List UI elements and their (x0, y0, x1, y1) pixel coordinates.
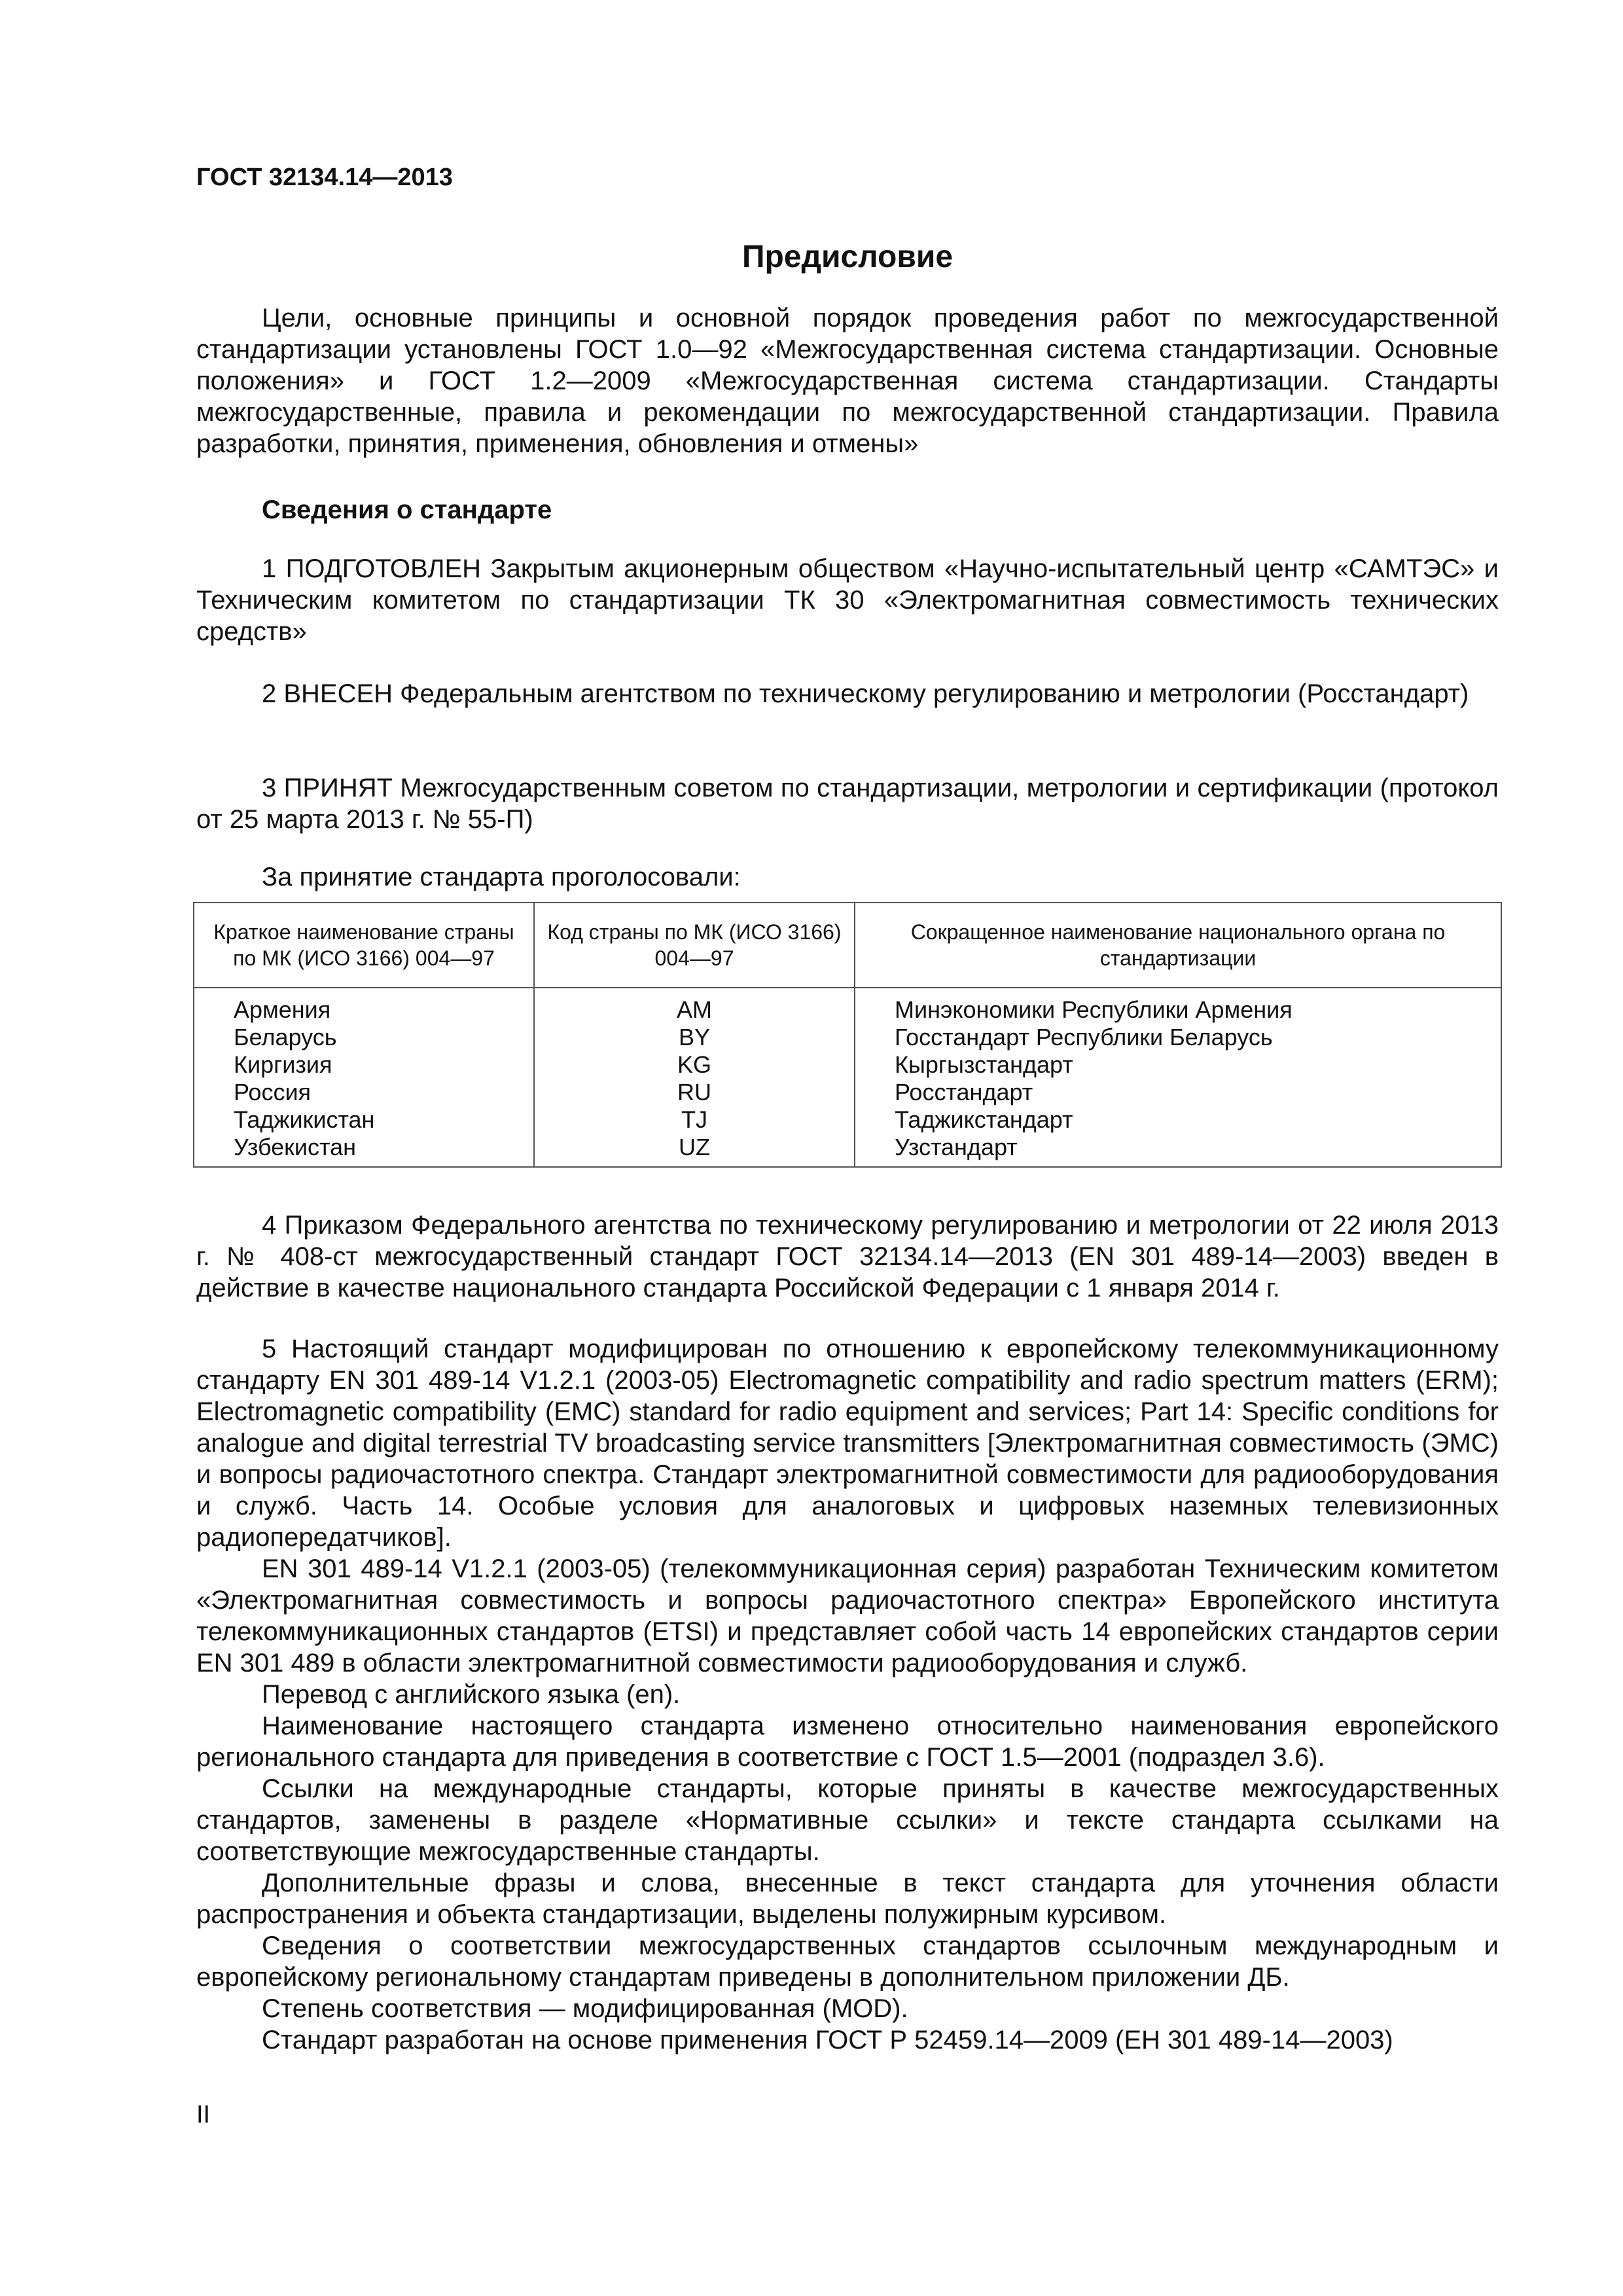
table-row (194, 988, 1501, 1024)
references-paragraph: Ссылки на международные стандарты, которые приняты в качестве межгосударственных стандартов, заменены в разделе «Нормативные ссылки» и тексте стандарта ссылками на соответствующие межгосударственные стандарты. (196, 1774, 1499, 1866)
item-4-paragraph: 4 Приказом Федерального агентства по техническому регулированию и метрологии от 22 июля 2013 г. № 408-ст межгосударственный стандарт ГОСТ 32134.14—2013 (EN 301 489-14—2003) введен в действие в качестве национального стандарта Российской Федерации с 1 января 2014 г. (196, 1211, 1499, 1302)
item-1-paragraph: 1 ПОДГОТОВЛЕН Закрытым акционерным обществом «Научно-испытательный центр «САМТЭС» и Техническим комитетом по стандартизации ТК 30 «Электромагнитная совместимость технических средств» (196, 554, 1499, 646)
body-cell: Госстандарт Республики Беларусь (855, 1024, 1501, 1051)
code-cell: KG (534, 1051, 855, 1079)
table-row (194, 1051, 1501, 1079)
country-cell: Россия (194, 1079, 534, 1106)
code-cell: UZ (534, 1134, 855, 1167)
header-country-name: Краткое наименование страны по МК (ИСО 3166) 004—97 (194, 903, 534, 988)
body-cell: Минэкономики Республики Армения (855, 988, 1501, 1024)
page-title: Предисловие (741, 240, 954, 274)
body-cell: Узстандарт (855, 1134, 1501, 1167)
name-change-paragraph: Наименование настоящего стандарта изменено относительно наименования европейского регионального стандарта для приведения в соответствие с ГОСТ 1.5—2001 (подраздел 3.6). (196, 1712, 1499, 1772)
en-standard-paragraph: EN 301 489-14 V1.2.1 (2003-05) (телекоммуникационная серия) разработан Техническим комитетом «Электромагнитная совместимость и вопросы радиочастотного спектра» Европейского института телекоммуникационных стандартов (ETSI) и представляет собой часть 14 европейских стандартов серии EN 301 489 в области электромагнитной совместимости радиооборудования и служб. (196, 1554, 1499, 1677)
basis-paragraph: Стандарт разработан на основе применения ГОСТ Р 52459.14—2009 (ЕН 301 489-14—2003) (262, 2026, 1393, 2054)
intro-paragraph: Цели, основные принципы и основной порядок проведения работ по межгосударственной стандартизации установлены ГОСТ 1.0—92 «Межгосударственная система стандартизации. Основные положения» и ГОСТ 1.2—2009 «Межгосударственная система стандартизации. Стандарты межгосударственные, правила и рекомендации по межгосударственной стандартизации. Правила разработки, принятия, применения, обновления и отмены» (196, 304, 1499, 458)
country-cell: Узбекистан (194, 1134, 534, 1167)
table-row (194, 1134, 1501, 1167)
code-cell: RU (534, 1079, 855, 1106)
document-header-id: ГОСТ 32134.14—2013 (196, 164, 453, 191)
compliance-info-paragraph: Сведения о соответствии межгосударственных стандартов ссылочным международным и европейскому региональному стандартам приведены в дополнительном приложении ДБ. (196, 1931, 1499, 1992)
table-row (194, 1024, 1501, 1051)
translation-paragraph: Перевод с английского языка (en). (262, 1680, 681, 1709)
item-5-paragraph: 5 Настоящий стандарт модифицирован по отношению к европейскому телекоммуникационному стандарту EN 301 489-14 V1.2.1 (2003-05) Electromagnetic compatibility and radio spectrum matters (ERM); Electromagnetic compatibility (EMC) standard for radio equipment and services; Part 14: Specific conditions for analogue and digital terrestrial TV broadcasting service transmitters [Электромагнитная совместимость (ЭМС) и вопросы радиочастотного спектра. Стандарт электромагнитной совместимости для радиооборудования и служб. Часть 14. Особые условия для аналоговых и цифровых наземных телевизионных радиопередатчиков]. (196, 1335, 1499, 1552)
item-3-paragraph: 3 ПРИНЯТ Межгосударственным советом по стандартизации, метрологии и сертификации (протокол от 25 марта 2013 г. № 55-П) (196, 774, 1499, 834)
section-title: Сведения о стандарте (262, 495, 552, 524)
vote-table (193, 902, 1502, 1168)
country-cell: Таджикистан (194, 1106, 534, 1134)
body-cell: Кыргызстандарт (855, 1051, 1501, 1079)
country-cell: Армения (194, 988, 534, 1024)
code-cell: BY (534, 1024, 855, 1051)
header-national-body: Сокращенное наименование национального органа по стандартизации (855, 903, 1501, 988)
code-cell: TJ (534, 1106, 855, 1134)
country-cell: Киргизия (194, 1051, 534, 1079)
country-cell: Беларусь (194, 1024, 534, 1051)
body-cell: Таджикстандарт (855, 1106, 1501, 1134)
item-2-paragraph: 2 ВНЕСЕН Федеральным агентством по техническому регулированию и метрологии (Росстандарт) (262, 679, 1469, 708)
table-row (194, 1079, 1501, 1106)
header-country-code: Код страны по МК (ИСО 3166) 004—97 (534, 903, 855, 988)
page-number: II (196, 2101, 211, 2128)
code-cell: AM (534, 988, 855, 1024)
table-row (194, 1106, 1501, 1134)
vote-intro: За принятие стандарта проголосовали: (262, 863, 741, 891)
phrases-paragraph: Дополнительные фразы и слова, внесенные в текст стандарта для уточнения области распространения и объекта стандартизации, выделены полужирным курсивом. (196, 1869, 1499, 1929)
body-cell: Росстандарт (855, 1079, 1501, 1106)
vote-table-header-row (194, 903, 1501, 988)
degree-paragraph: Степень соответствия — модифицированная (MOD). (262, 1994, 908, 2023)
